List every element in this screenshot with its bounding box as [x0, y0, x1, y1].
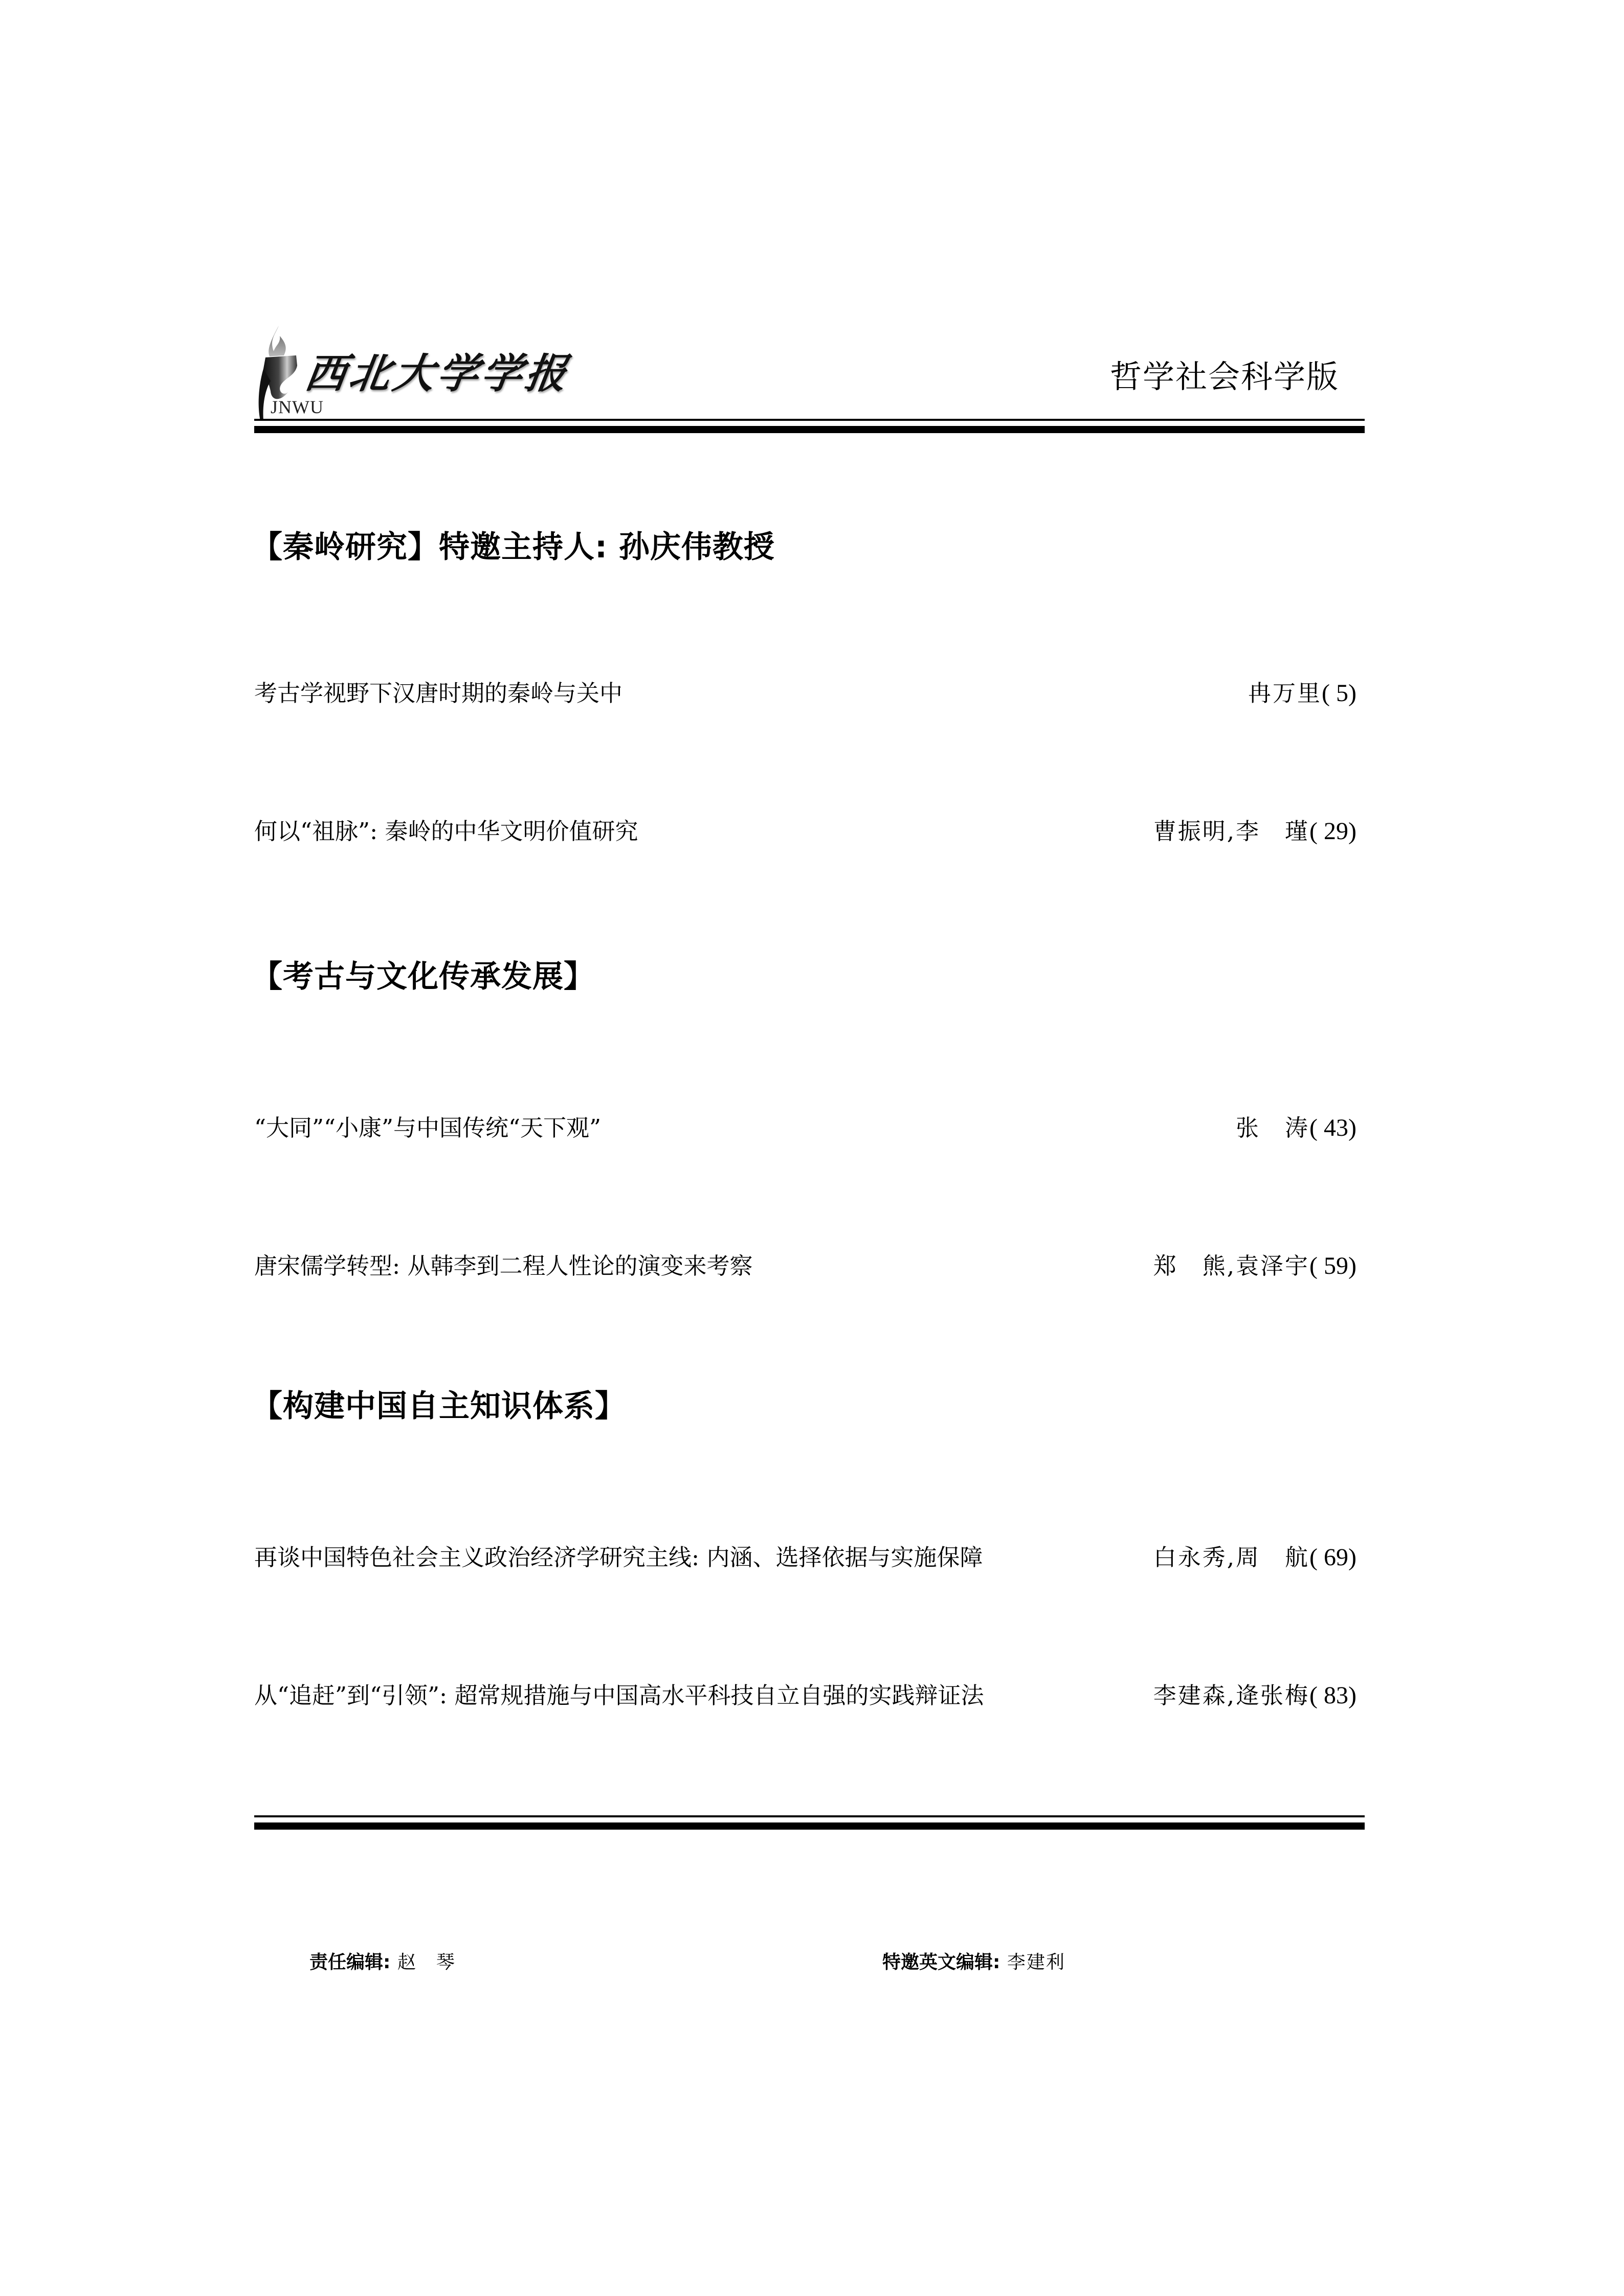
- article-title[interactable]: 唐宋儒学转型: 从韩李到二程人性论的演变来考察: [254, 1252, 753, 1279]
- journal-name-calligraphy: 西北大学学报: [302, 349, 573, 397]
- article-authors: 冉万里: [1248, 680, 1322, 707]
- article-byline: [1153, 819, 1356, 844]
- header-rule-thin: [254, 419, 1365, 421]
- edition-title: 哲学社会科学版: [1110, 358, 1340, 395]
- article-authors: 白永秀,周 航: [1153, 1544, 1310, 1571]
- credit-name: 李建利: [1000, 1952, 1065, 1973]
- section-heading: 【考古与文化传承发展】: [252, 959, 595, 995]
- section-heading: 【秦岭研究】特邀主持人: 孙庆伟教授: [252, 529, 775, 565]
- toc-entry[interactable]: [254, 1683, 1356, 1714]
- article-page-number: ( 43): [1309, 1114, 1356, 1141]
- toc-entry[interactable]: [254, 1116, 1356, 1146]
- english-editor-credit: [882, 1953, 1065, 1972]
- footer-rule-thick: [254, 1822, 1365, 1830]
- journal-logo: [254, 322, 571, 422]
- toc-entry[interactable]: [254, 1545, 1356, 1576]
- article-authors: 曹振明,李 瑾: [1153, 818, 1310, 845]
- article-byline: [1248, 681, 1356, 706]
- article-title[interactable]: 考古学视野下汉唐时期的秦岭与关中: [254, 680, 623, 707]
- article-title[interactable]: 何以“祖脉”: 秦岭的中华文明价值研究: [254, 818, 638, 845]
- article-page-number: ( 5): [1322, 680, 1356, 707]
- article-title[interactable]: “大同”“小康”与中国传统“天下观”: [254, 1114, 602, 1141]
- article-title[interactable]: 再谈中国特色社会主义政治经济学研究主线: 内涵、选择依据与实施保障: [254, 1544, 983, 1571]
- section-heading: 【构建中国自主知识体系】: [252, 1388, 626, 1424]
- responsible-editor-credit: [309, 1953, 456, 1972]
- article-page-number: ( 69): [1309, 1544, 1356, 1571]
- article-title[interactable]: 从“追赶”到“引领”: 超常规措施与中国高水平科技自立自强的实践辩证法: [254, 1682, 984, 1709]
- article-page-number: ( 29): [1309, 818, 1356, 845]
- toc-entry[interactable]: [254, 1254, 1356, 1285]
- credit-label: 责任编辑:: [309, 1952, 391, 1973]
- journal-abbreviation: JNWU: [271, 397, 324, 417]
- credit-name: 赵 琴: [390, 1952, 456, 1973]
- article-byline: [1153, 1545, 1356, 1570]
- toc-entry[interactable]: [254, 819, 1356, 850]
- article-page-number: ( 59): [1309, 1252, 1356, 1279]
- article-byline: [1153, 1683, 1356, 1708]
- article-page-number: ( 83): [1309, 1682, 1356, 1709]
- article-byline: [1236, 1116, 1356, 1140]
- credit-label: 特邀英文编辑:: [882, 1952, 1000, 1973]
- article-authors: 张 涛: [1236, 1114, 1310, 1141]
- article-authors: 郑 熊,袁泽宇: [1153, 1252, 1310, 1279]
- toc-entry[interactable]: [254, 681, 1356, 712]
- article-authors: 李建森,逄张梅: [1153, 1682, 1310, 1709]
- header-rule-thick: [254, 426, 1365, 433]
- article-byline: [1153, 1254, 1356, 1278]
- footer-rule-thin: [254, 1815, 1365, 1817]
